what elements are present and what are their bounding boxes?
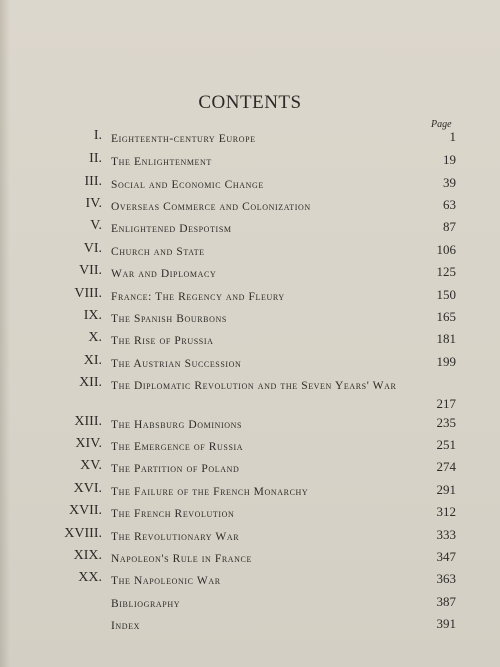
chapter-page: 333	[436, 527, 456, 542]
chapter-number: XIII.	[74, 414, 102, 429]
chapter-title: Social and Economic Change	[111, 179, 264, 191]
chapter-title: The Failure of the French Monarchy	[111, 486, 309, 498]
chapter-title: The Napoleonic War	[111, 575, 221, 587]
toc-entry	[0, 263, 500, 283]
page-title: CONTENTS	[198, 92, 302, 113]
toc-entry	[0, 481, 500, 501]
chapter-title: Overseas Commerce and Colonization	[111, 201, 311, 213]
chapter-page: 235	[436, 415, 456, 430]
toc-entry	[0, 128, 500, 148]
chapter-number: IX.	[83, 308, 102, 323]
chapter-page: 63	[443, 197, 456, 212]
chapter-title: The Austrian Succession	[111, 358, 242, 370]
chapter-page: 217	[436, 396, 456, 411]
chapter-number: III.	[84, 174, 102, 189]
toc-entry	[0, 375, 500, 417]
toc-entry	[0, 548, 500, 568]
chapter-title: Index	[111, 620, 141, 632]
toc-entry	[0, 615, 500, 635]
chapter-page: 291	[436, 482, 456, 497]
chapter-page: 39	[443, 175, 456, 190]
chapter-number: V.	[90, 218, 102, 233]
chapter-page: 251	[436, 437, 456, 452]
toc-entry	[0, 174, 500, 194]
chapter-page: 347	[436, 549, 456, 564]
chapter-number: XVI.	[73, 481, 102, 496]
chapter-page: 387	[436, 594, 456, 609]
chapter-number: XX.	[78, 570, 102, 585]
chapter-number: XVIII.	[64, 526, 102, 541]
chapter-number: XI.	[83, 353, 102, 368]
chapter-title: The Partition of Poland	[111, 463, 240, 475]
chapter-page: 87	[443, 219, 456, 234]
toc-entry	[0, 414, 500, 434]
toc-entry	[0, 436, 500, 456]
chapter-number: I.	[93, 128, 102, 143]
chapter-title: The Emergence of Russia	[111, 441, 244, 453]
toc-entry	[0, 286, 500, 306]
toc-entry	[0, 308, 500, 328]
chapter-page: 125	[436, 264, 456, 279]
chapter-title: The Diplomatic Revolution and the Seven Years' War	[111, 380, 397, 392]
chapter-page: 199	[436, 354, 456, 369]
chapter-page: 19	[443, 152, 456, 167]
chapter-title: Napoleon's Rule in France	[111, 553, 252, 565]
chapter-title: The Enlightenment	[111, 156, 212, 168]
toc-entry	[0, 593, 500, 613]
chapter-number: II.	[89, 151, 102, 166]
chapter-number: IV.	[85, 196, 102, 211]
toc-entry	[0, 196, 500, 216]
toc-entry	[0, 330, 500, 350]
chapter-number: XIV.	[75, 436, 102, 451]
chapter-page: 312	[436, 504, 456, 519]
toc-entry	[0, 151, 500, 171]
chapter-title: Bibliography	[111, 598, 181, 610]
chapter-page: 106	[436, 242, 456, 257]
chapter-number: XIX.	[73, 548, 102, 563]
chapter-title: The Spanish Bourbons	[111, 313, 227, 325]
chapter-title: The Rise of Prussia	[111, 335, 214, 347]
toc-entry	[0, 241, 500, 261]
toc-entry	[0, 503, 500, 523]
chapter-number: XV.	[80, 458, 102, 473]
chapter-page: 165	[436, 309, 456, 324]
chapter-page: 150	[436, 287, 456, 302]
chapter-title: The Habsburg Dominions	[111, 419, 243, 431]
chapter-page: 1	[449, 129, 456, 144]
chapter-title: Eighteenth-century Europe	[111, 133, 256, 145]
chapter-number: VIII.	[74, 286, 102, 301]
page-column-label: Page	[431, 119, 452, 130]
chapter-number: VII.	[79, 263, 102, 278]
chapter-page: 274	[436, 459, 456, 474]
chapter-title: France: The Regency and Fleury	[111, 291, 285, 303]
chapter-page: 181	[436, 331, 456, 346]
chapter-title: War and Diplomacy	[111, 268, 217, 280]
toc-entry	[0, 570, 500, 590]
chapter-title: Enlightened Despotism	[111, 223, 232, 235]
toc-entry	[0, 458, 500, 478]
chapter-number: X.	[88, 330, 102, 345]
chapter-number: XII.	[79, 375, 102, 390]
chapter-title: Church and State	[111, 246, 205, 258]
chapter-title: The Revolutionary War	[111, 531, 240, 543]
chapter-title: The French Revolution	[111, 508, 235, 520]
toc-entry	[0, 526, 500, 546]
chapter-number: VI.	[83, 241, 102, 256]
toc-entry	[0, 353, 500, 373]
chapter-page: 363	[436, 571, 456, 586]
chapter-page: 391	[436, 616, 456, 631]
toc-entry	[0, 218, 500, 238]
chapter-number: XVII.	[68, 503, 102, 518]
